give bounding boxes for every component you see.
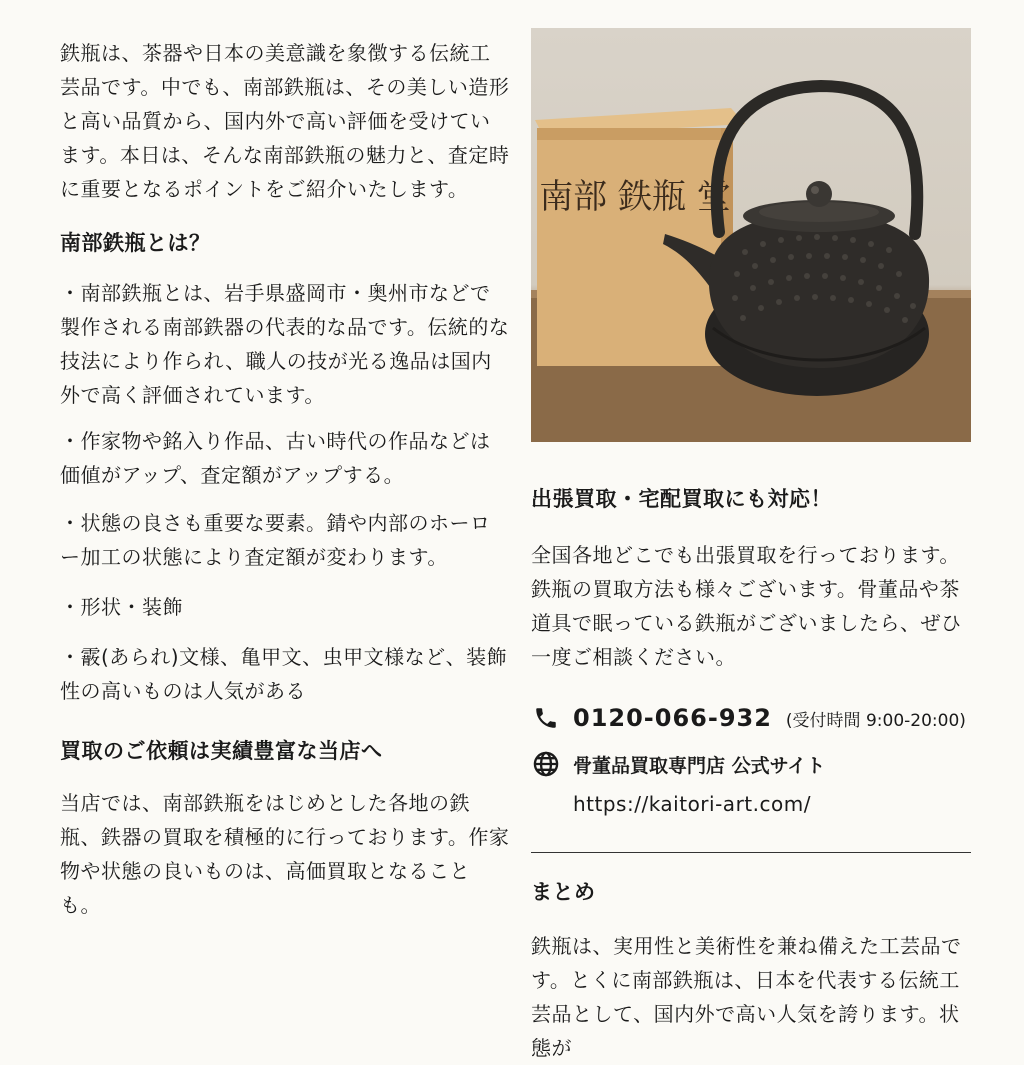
heading-what-is-nanbu: 南部鉄瓶とは？ <box>60 231 211 255</box>
site-name: 骨董品買取専門店 公式サイト <box>573 754 826 777</box>
globe-icon <box>531 749 561 779</box>
bullet-item: ・形状・装飾 <box>60 595 183 619</box>
heading-summary: まとめ <box>531 880 596 904</box>
site-row[interactable] <box>531 744 971 784</box>
teapot-illustration <box>531 28 971 442</box>
teapot-photo <box>531 28 971 442</box>
right-column <box>531 28 971 1065</box>
summary-paragraph: 鉄瓶は、実用性と美術性を兼ね備えた工芸品です。とくに南部鉄瓶は、日本を代表する伝統工芸品として、国内外で高い人気を誇ります。状態が <box>531 934 962 1060</box>
bullet-item: ・作家物や銘入り作品、古い時代の作品などは価値がアップ、査定額がアップする。 <box>60 429 491 487</box>
wooden-box <box>537 128 733 366</box>
intro-paragraph: 鉄瓶は、茶器や日本の美意識を象徴する伝統工芸品です。中でも、南部鉄瓶は、その美しい造形と高い品質から、国内外で高い評価を受けています。本日は、そんな南部鉄瓶の魅力と、査定時に重要となるポイントをご紹介いたします。 <box>60 41 510 201</box>
phone-hours: (受付時間 9:00-20:00) <box>785 710 966 731</box>
bullet-item: ・霰(あられ)文様、亀甲文、虫甲文様など、装飾性の高いものは人気がある <box>60 645 508 703</box>
box-calligraphy: 南部 鉄瓶 堂 <box>539 177 731 217</box>
phone-icon <box>531 703 561 733</box>
heading-visit-buy: 出張買取・宅配買取にも対応！ <box>531 487 832 511</box>
left-column <box>60 36 510 922</box>
lid-knob <box>806 181 832 207</box>
bullet-item: ・状態の良さも重要な要素。錆や内部のホーロー加工の状態により査定額が変わります。 <box>60 511 491 569</box>
visit-paragraph: 全国各地どこでも出張買取を行っております。鉄瓶の買取方法も様々ございます。骨董品や茶道具で眠っている鉄瓶がございましたら、ぜひ一度ご相談ください。 <box>531 543 962 669</box>
phone-row[interactable] <box>531 698 971 738</box>
site-url-link[interactable]: https://kaitori-art.com/ <box>573 792 811 816</box>
bullet-item: ・南部鉄瓶とは、岩手県盛岡市・奥州市などで製作される南部鉄器の代表的な品です。伝統的な技法により作られ、職人の技が光る逸品は国内外で高く評価されています。 <box>60 281 510 407</box>
phone-number[interactable]: 0120-066-932 <box>573 704 772 732</box>
heading-buy-request: 買取のご依頼は実績豊富な当店へ <box>60 739 383 763</box>
section-divider <box>531 852 971 853</box>
buy-paragraph: 当店では、南部鉄瓶をはじめとした各地の鉄瓶、鉄器の買取を積極的に行っております。作家物や状態の良いものは、高価買取となることも。 <box>60 791 510 917</box>
